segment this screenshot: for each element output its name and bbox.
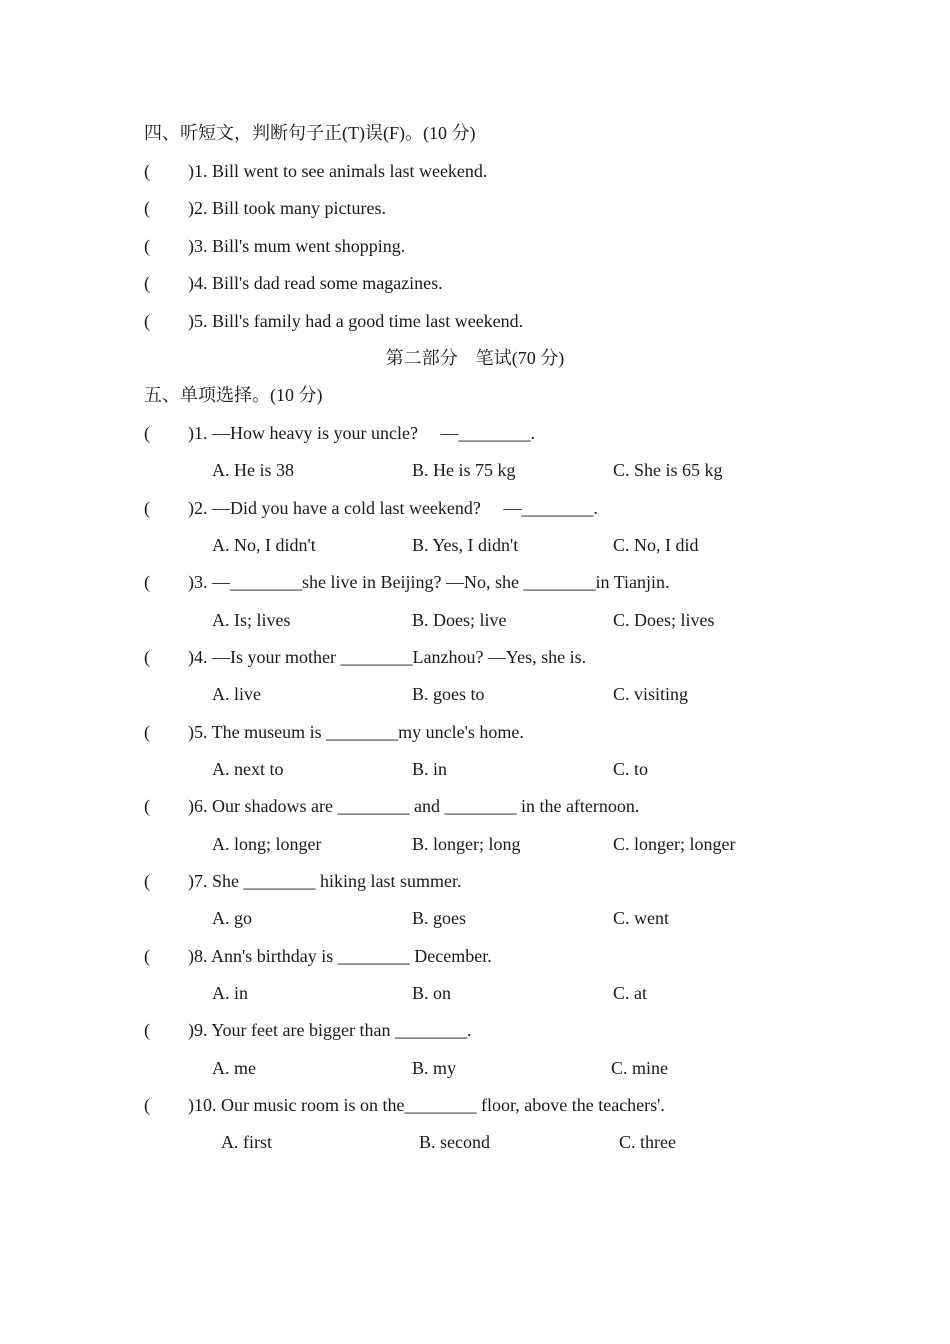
question-text: )5. The museum is ________my uncle's home. xyxy=(188,722,524,742)
option-b[interactable]: B. He is 75 kg xyxy=(412,460,516,480)
option-b[interactable]: B. Does; live xyxy=(412,610,507,630)
option-a[interactable]: A. live xyxy=(212,684,261,704)
answer-paren[interactable]: ( xyxy=(144,1095,150,1115)
question-row xyxy=(0,310,950,332)
question-text: )2. Bill took many pictures. xyxy=(188,198,386,218)
option-c[interactable]: C. at xyxy=(613,983,647,1003)
answer-paren[interactable]: ( xyxy=(144,423,150,443)
question-row xyxy=(0,870,950,892)
question-text: )6. Our shadows are ________ and ________ in the afternoon. xyxy=(188,796,640,816)
option-a[interactable]: A. in xyxy=(212,983,248,1003)
option-c[interactable]: C. longer; longer xyxy=(613,834,736,854)
option-c[interactable]: C. She is 65 kg xyxy=(613,460,723,480)
question-row xyxy=(0,646,950,668)
question-row xyxy=(0,1019,950,1041)
option-a[interactable]: A. me xyxy=(212,1058,256,1078)
option-a[interactable]: A. first xyxy=(221,1132,272,1152)
question-text: )9. Your feet are bigger than ________. xyxy=(188,1020,472,1040)
section-5-title: 五、单项选择。(10 分) xyxy=(144,385,323,405)
answer-paren[interactable]: ( xyxy=(144,236,150,256)
option-b[interactable]: B. in xyxy=(412,759,448,779)
option-b[interactable]: B. Yes, I didn't xyxy=(412,535,519,555)
question-text: )10. Our music room is on the________ floor, above the teachers'. xyxy=(188,1095,665,1115)
answer-paren[interactable]: ( xyxy=(144,871,150,891)
option-b[interactable]: B. goes to xyxy=(412,684,485,704)
option-a[interactable]: A. long; longer xyxy=(212,834,322,854)
question-row xyxy=(0,795,950,817)
option-a[interactable]: A. Is; lives xyxy=(212,610,291,630)
question-text: )7. She ________ hiking last summer. xyxy=(188,871,462,891)
answer-paren[interactable]: ( xyxy=(144,498,150,518)
question-text: )4. Bill's dad read some magazines. xyxy=(188,273,443,293)
answer-paren[interactable]: ( xyxy=(144,1020,150,1040)
question-row xyxy=(0,272,950,294)
option-c[interactable]: C. went xyxy=(613,908,669,928)
option-b[interactable]: B. second xyxy=(419,1132,490,1152)
answer-paren[interactable]: ( xyxy=(144,647,150,667)
option-c[interactable]: C. Does; lives xyxy=(613,610,715,630)
question-row xyxy=(0,197,950,219)
option-b[interactable]: B. goes xyxy=(412,908,466,928)
question-row xyxy=(0,1094,950,1116)
part-2-title: 第二部分 笔试(70 分) xyxy=(385,348,565,368)
question-text: )5. Bill's family had a good time last weekend. xyxy=(188,311,524,331)
answer-paren[interactable]: ( xyxy=(144,946,150,966)
question-row xyxy=(0,721,950,743)
option-b[interactable]: B. longer; long xyxy=(412,834,521,854)
question-row xyxy=(0,571,950,593)
answer-paren[interactable]: ( xyxy=(144,796,150,816)
option-a[interactable]: A. next to xyxy=(212,759,284,779)
option-b[interactable]: B. my xyxy=(412,1058,457,1078)
answer-paren[interactable]: ( xyxy=(144,572,150,592)
question-text: )3. —________she live in Beijing? —No, she ________in Tianjin. xyxy=(188,572,670,592)
question-text: )8. Ann's birthday is ________ December. xyxy=(188,946,492,966)
option-a[interactable]: A. He is 38 xyxy=(212,460,294,480)
question-text: )1. —How heavy is your uncle? —________. xyxy=(188,423,535,443)
answer-paren[interactable]: ( xyxy=(144,311,150,331)
option-c[interactable]: C. mine xyxy=(611,1058,668,1078)
question-row xyxy=(0,422,950,444)
question-row xyxy=(0,235,950,257)
question-text: )1. Bill went to see animals last weekend. xyxy=(188,161,488,181)
question-row xyxy=(0,160,950,182)
option-a[interactable]: A. go xyxy=(212,908,252,928)
option-a[interactable]: A. No, I didn't xyxy=(212,535,316,555)
section-4-title: 四、听短文，判断句子正(T)误(F)。(10 分) xyxy=(144,123,476,143)
option-c[interactable]: C. visiting xyxy=(613,684,689,704)
option-b[interactable]: B. on xyxy=(412,983,452,1003)
question-row xyxy=(0,945,950,967)
question-text: )4. —Is your mother ________Lanzhou? —Yes, she is. xyxy=(188,647,587,667)
answer-paren[interactable]: ( xyxy=(144,722,150,742)
answer-paren[interactable]: ( xyxy=(144,273,150,293)
answer-paren[interactable]: ( xyxy=(144,198,150,218)
option-c[interactable]: C. to xyxy=(613,759,649,779)
question-row xyxy=(0,497,950,519)
question-text: )2. —Did you have a cold last weekend? —________. xyxy=(188,498,598,518)
option-c[interactable]: C. three xyxy=(619,1132,676,1152)
question-text: )3. Bill's mum went shopping. xyxy=(188,236,406,256)
option-c[interactable]: C. No, I did xyxy=(613,535,699,555)
answer-paren[interactable]: ( xyxy=(144,161,150,181)
